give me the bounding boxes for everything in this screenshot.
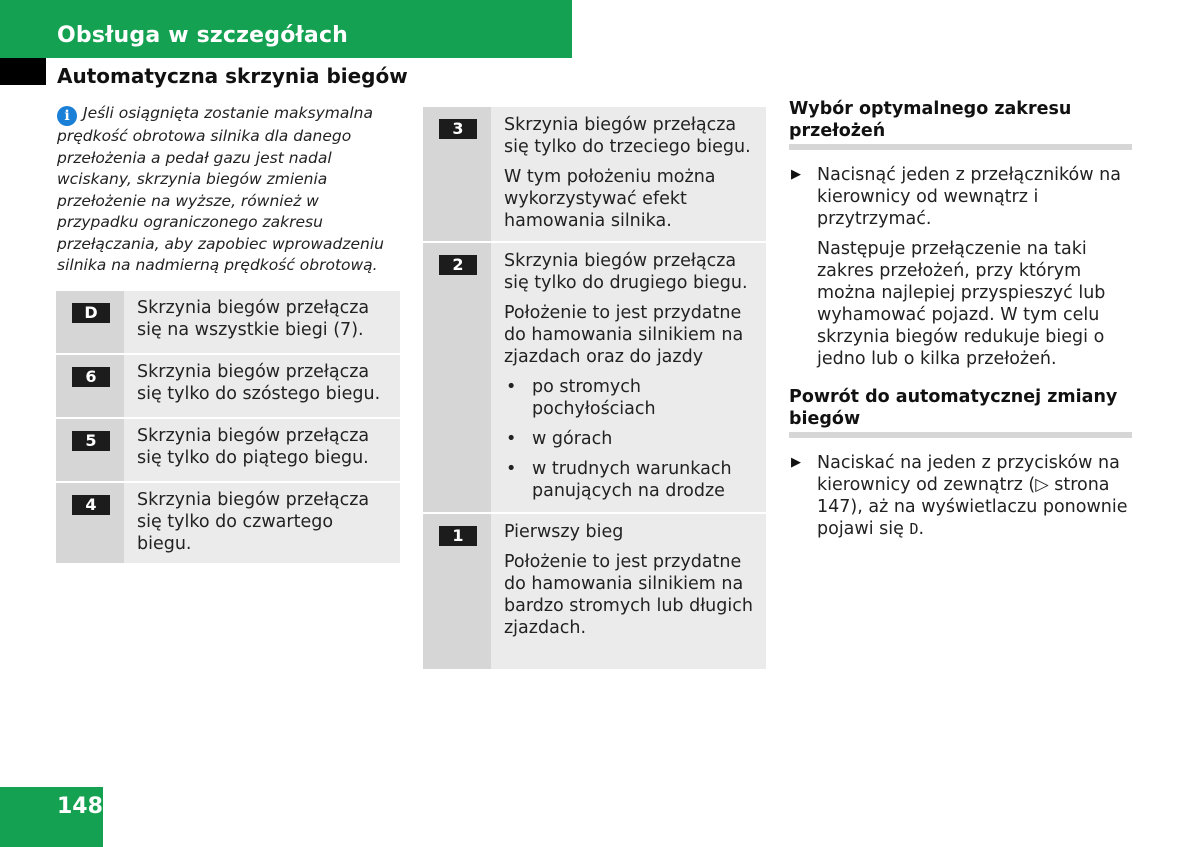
- table-row: [423, 242, 766, 513]
- gear-description: [491, 107, 766, 242]
- step-text: .: [918, 519, 925, 539]
- gear-table-left: [56, 291, 400, 565]
- section-marker: [0, 58, 46, 85]
- list-item: • w trudnych warunkach panujących na drodze: [504, 458, 754, 502]
- gear-key: 4: [72, 495, 110, 515]
- info-text: Jeśli osiągnięta zostanie maksymalna prędkość obrotowa silnika dla danego przełożenia a pedał gazu jest nadal wciskany, skrzynia biegów zmienia przełożenie na wyższe, również w przypadku ograniczonego zakresu przełączania, aby zapobiec wprowadzeniu silnika na nadmierną prędkość obrotową.: [57, 104, 385, 274]
- gear-key-cell: [56, 482, 124, 564]
- display-symbol: D: [909, 520, 919, 538]
- info-note: [57, 103, 402, 277]
- step-text: ), aż na wyświetlaczu ponownie pojawi się: [817, 497, 1128, 539]
- gear-text: Położenie to jest przydatne do hamowania silnikiem na zjazdach oraz do jazdy: [504, 303, 744, 367]
- chapter-title: Obsługa w szczegółach: [57, 23, 349, 48]
- right-column: [789, 98, 1132, 540]
- gear-text: Skrzynia biegów przełącza się tylko do trzeciego biegu.: [504, 115, 751, 157]
- gear-text: Położenie to jest przydatne do hamowania silnikiem na bardzo stromych lub długich zjazdach.: [504, 552, 753, 638]
- gear-key: 3: [439, 119, 477, 139]
- gear-key: 2: [439, 255, 477, 275]
- instruction-step: [789, 164, 1132, 230]
- page-reference[interactable]: ▷ strona 147: [817, 475, 1110, 517]
- subheading: Wybór optymalnego zakresu przełożeń: [789, 98, 1132, 150]
- info-icon: i: [57, 106, 77, 126]
- gear-key-cell: [56, 354, 124, 418]
- section-title: Automatyczna skrzynia biegów: [57, 64, 408, 88]
- instruction-step: [789, 452, 1132, 540]
- triangle-right-icon: ▶: [791, 455, 801, 470]
- table-row: [56, 354, 400, 418]
- table-row: [56, 291, 400, 354]
- gear-key: 5: [72, 431, 110, 451]
- gear-description: Skrzynia biegów przełącza się na wszystkie biegi (7).: [124, 291, 400, 354]
- gear-key-cell: [423, 242, 491, 513]
- gear-text: W tym położeniu można wykorzystywać efekt hamowania silnika.: [504, 167, 716, 231]
- gear-text: Pierwszy bieg: [504, 522, 624, 542]
- gear-table-middle: [423, 107, 766, 671]
- gear-key-cell: [56, 291, 124, 354]
- gear-key-cell: [423, 513, 491, 670]
- gear-key: D: [72, 303, 110, 323]
- gear-key: 6: [72, 367, 110, 387]
- gear-text: Skrzynia biegów przełącza się tylko do drugiego biegu.: [504, 251, 748, 293]
- triangle-right-icon: ▶: [791, 167, 801, 182]
- gear-description: [491, 513, 766, 670]
- table-row: [423, 513, 766, 670]
- gear-key-cell: [56, 418, 124, 482]
- list-item: • w górach: [504, 428, 754, 450]
- gear-description: [491, 242, 766, 513]
- gear-key: 1: [439, 526, 477, 546]
- step-text: Nacisnąć jeden z przełączników na kierownicy od wewnątrz i przytrzymać.: [817, 165, 1121, 229]
- table-row: [423, 107, 766, 242]
- list-item: • po stromych pochyłościach: [504, 376, 754, 420]
- table-row: [56, 482, 400, 564]
- step-text: Naciskać na jeden z przycisków na kierownicy od zewnątrz (: [817, 453, 1120, 495]
- subheading: Powrót do automatycznej zmiany biegów: [789, 386, 1132, 438]
- gear-description: Skrzynia biegów przełącza się tylko do szóstego biegu.: [124, 354, 400, 418]
- bullet-list: [504, 376, 754, 502]
- page-number: 148: [57, 794, 103, 819]
- gear-description: Skrzynia biegów przełącza się tylko do piątego biegu.: [124, 418, 400, 482]
- table-row: [56, 418, 400, 482]
- step-result: Następuje przełączenie na taki zakres przełożeń, przy którym można najlepiej przyspieszyć lub wyhamować pojazd. W tym celu skrzynia biegów redukuje biegi o jedno lub o kilka przełożeń.: [817, 239, 1106, 369]
- gear-description: Skrzynia biegów przełącza się tylko do czwartego biegu.: [124, 482, 400, 564]
- gear-key-cell: [423, 107, 491, 242]
